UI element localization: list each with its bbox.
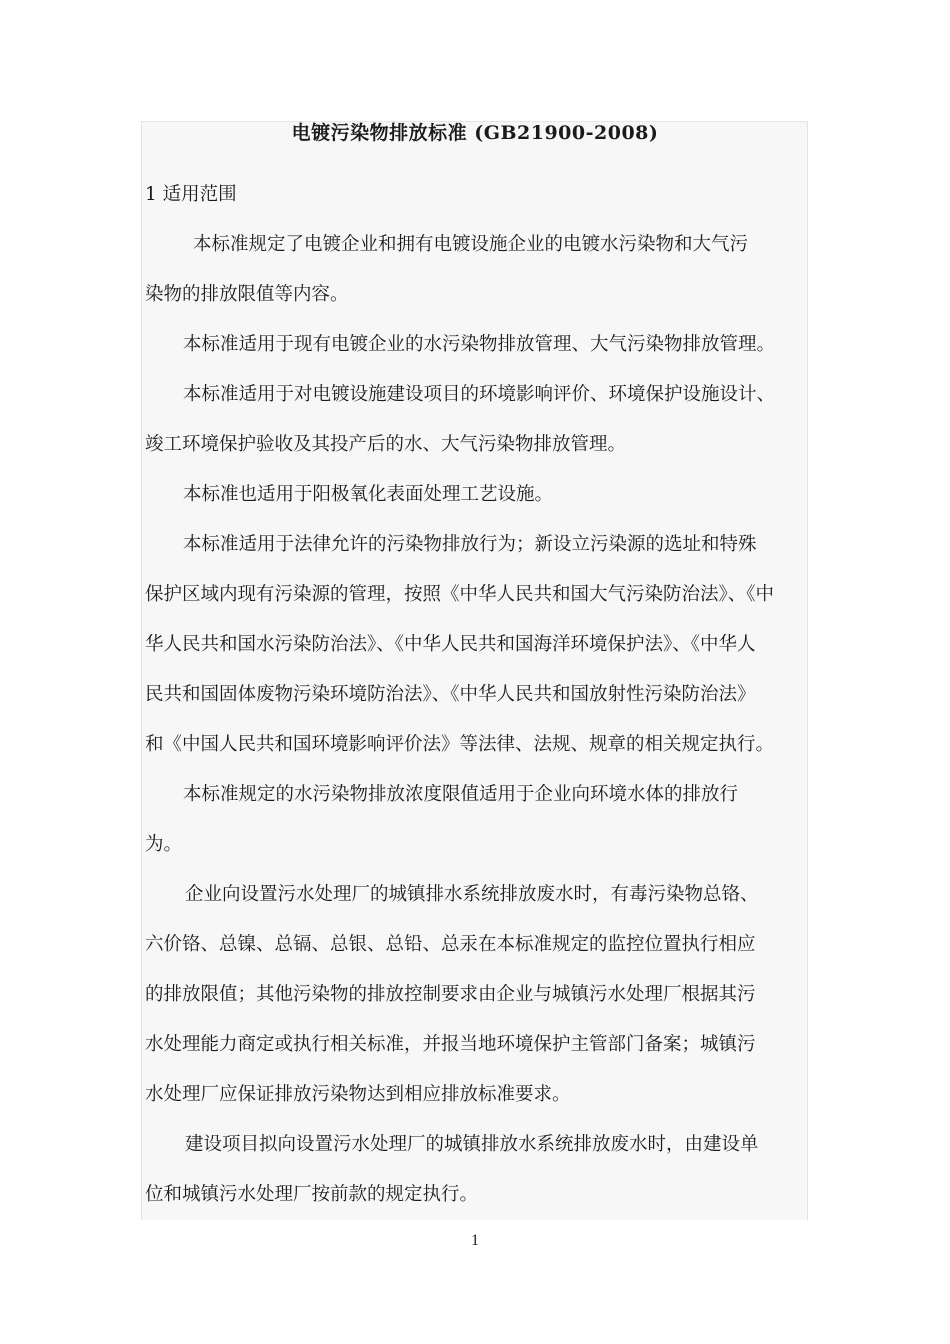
paragraph-line: 和《中国人民共和国环境影响评价法》等法律、法规、规章的相关规定执行。 — [145, 734, 775, 755]
page-number: 1 — [471, 1232, 479, 1249]
paragraph-line: 六价铬、总镍、总镉、总银、总铅、总汞在本标准规定的监控位置执行相应 — [145, 934, 756, 955]
paragraph-line: 本标准适用于对电镀设施建设项目的环境影响评价、环境保护设施设计、 — [183, 384, 776, 405]
paragraph-line: 本标准也适用于阳极氧化表面处理工艺设施。 — [183, 484, 554, 505]
paragraph-line: 的排放限值；其他污染物的排放控制要求由企业与城镇污水处理厂根据其污 — [145, 984, 756, 1005]
section-heading-scope: 1 适用范围 — [145, 184, 237, 205]
paragraph-line: 本标准适用于法律允许的污染物排放行为；新设立污染源的选址和特殊 — [183, 534, 757, 555]
paragraph-line: 水处理厂应保证排放污染物达到相应排放标准要求。 — [145, 1084, 571, 1105]
paragraph-line: 华人民共和国水污染防治法》、《中华人民共和国海洋环境保护法》、《中华人 — [145, 634, 756, 655]
paragraph-line: 本标准规定了电镀企业和拥有电镀设施企业的电镀水污染物和大气污 — [193, 234, 749, 255]
paragraph-line: 位和城镇污水处理厂按前款的规定执行。 — [145, 1184, 479, 1205]
paragraph-line: 企业向设置污水处理厂的城镇排水系统排放废水时，有毒污染物总铬、 — [185, 884, 759, 905]
paragraph-line: 民共和国固体废物污染环境防治法》、《中华人民共和国放射性污染防治法》 — [145, 684, 756, 705]
paragraph-line: 水处理能力商定或执行相关标准，并报当地环境保护主管部门备案；城镇污 — [145, 1034, 756, 1055]
paragraph-line: 本标准规定的水污染物排放浓度限值适用于企业向环境水体的排放行 — [183, 784, 739, 805]
document-title: 电镀污染物排放标准 (GB21900-2008) — [291, 122, 659, 144]
paragraph-line: 为。 — [145, 834, 183, 855]
paragraph-line: 竣工环境保护验收及其投产后的水、大气污染物排放管理。 — [145, 434, 627, 455]
paragraph-line: 染物的排放限值等内容。 — [145, 284, 349, 305]
paragraph-line: 建设项目拟向设置污水处理厂的城镇排放水系统排放废水时，由建设单 — [185, 1134, 759, 1155]
paragraph-line: 本标准适用于现有电镀企业的水污染物排放管理、大气污染物排放管理。 — [183, 334, 776, 355]
paragraph-line: 保护区域内现有污染源的管理，按照《中华人民共和国大气污染防治法》、《中 — [145, 584, 775, 605]
